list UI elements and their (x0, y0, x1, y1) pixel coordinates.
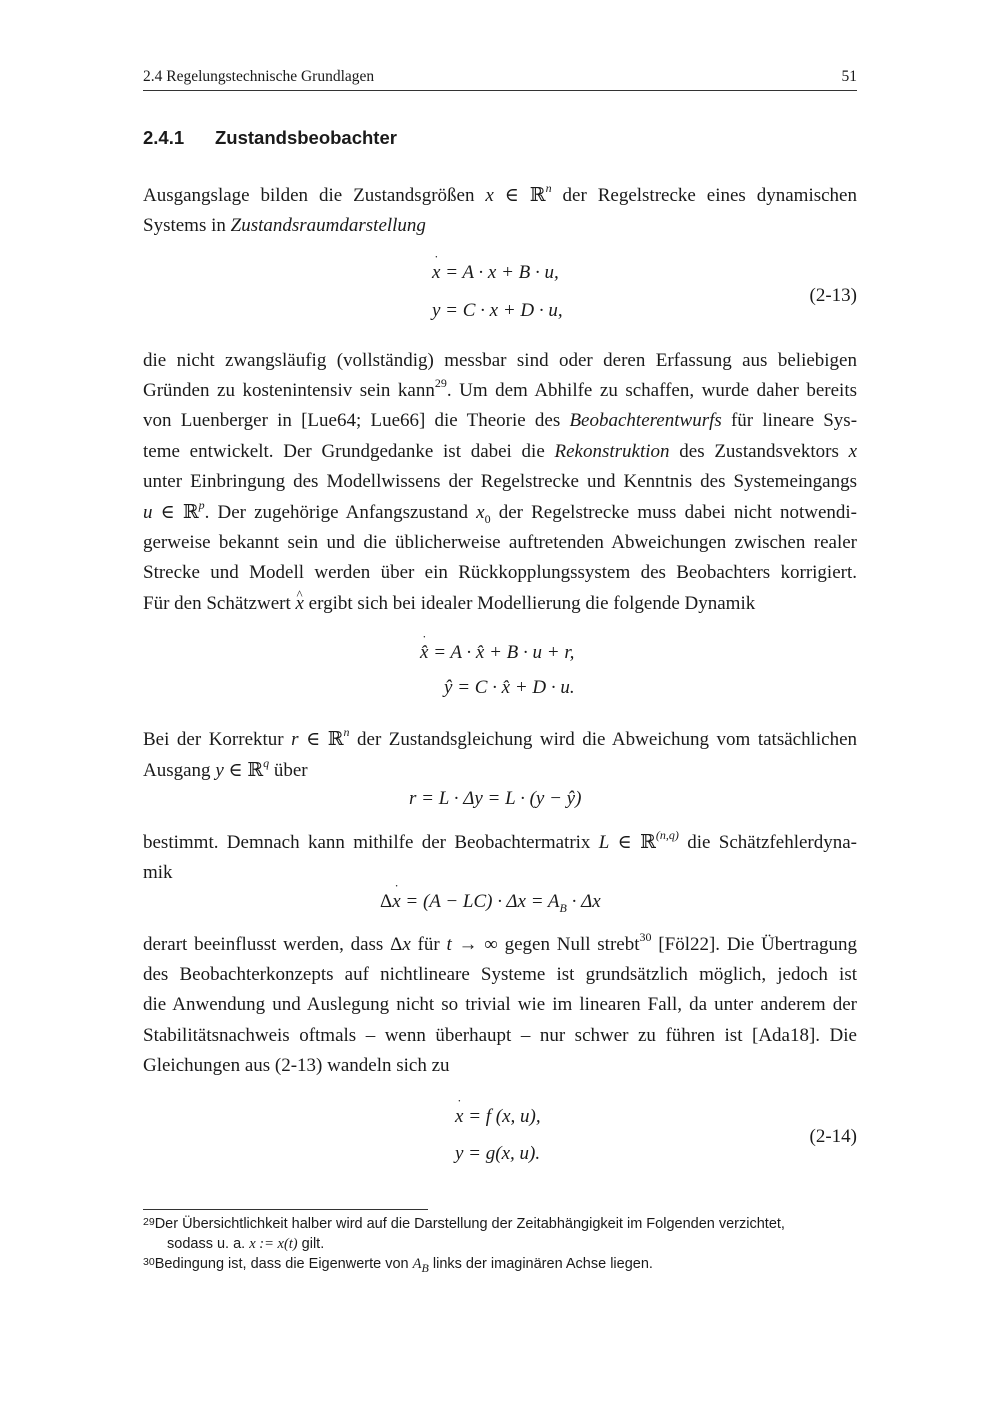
equation-2-14: x ˙ = f (x, u), y = g(x, u). (2-14) (143, 1106, 857, 1172)
section-title: Zustandsbeobachter (215, 127, 397, 148)
text-line: Gründen zu kostenintensiv sein kann$^{29}$. Um dem Abhilfe zu schaffen, wurde daher bereits (143, 375, 857, 402)
text-line: Systems in Zustandsraumdarstellung (143, 215, 426, 237)
equation-number: (2-14) (809, 1126, 857, 1147)
text-line: unter Einbringung des Modellwissens der Regelstrecke und Kenntnis des Systemeingangs (143, 470, 857, 492)
text-line: Stabilitätsnachweis oftmals – wenn überhaupt – nur schwer zu führen ist [Ada18]. Die (143, 1024, 857, 1046)
footnote-29: $^{29}$Der Übersichtlichkeit halber wird auf die Darstellung der Zeitabhängigkeit im Folgenden verzichtet, sodass u. a. x := x(t) gilt. (143, 1216, 785, 1252)
text-line: Ausgang y ∈ ℝ$^q$ über (143, 755, 308, 782)
page-number: 51 (841, 68, 857, 85)
equation-error-dynamics: Δx ˙ = $(A - LC) \cdot \Delta x = A_B \cdot \Delta x$ (143, 891, 857, 917)
text-line: Ausgangslage bilden die Zustandsgrößen x ∈ ℝ$^n$ der Regelstrecke eines dynamischen (143, 180, 857, 206)
footnote-ref[interactable]: 30 (639, 929, 652, 944)
header-section-title: 2.4 Regelungstechnische Grundlagen (143, 68, 375, 85)
paragraph-correction (143, 724, 857, 786)
text-line: die Anwendung und Auslegung nicht so trivial wie im linearen Fall, da unter anderem der (143, 994, 857, 1016)
text-line: von Luenberger in [Lue64; Lue66] die Theorie des Beobachterentwurfs für lineare Sys- (143, 410, 858, 432)
equation-2-13: x ˙ = A · x + B · u, y = C · x + D · u, (2-13) (143, 262, 857, 332)
section-number: 2.4.1 (143, 127, 185, 148)
paragraph-observer-theory (143, 346, 857, 619)
text-line: u ∈ ℝ$^p$. Der zugehörige Anfangszustand $x_0$ der Regelstrecke muss dabei nicht notwendi- (143, 497, 857, 526)
footnote-marker: 30 (143, 1256, 155, 1268)
text-line: derart beeinflusst werden, dass Δx für t → ∞ gegen Null strebt$^{30}$ [Föl22]. Die Übertragung (143, 929, 858, 955)
text-line: Strecke und Modell werden über ein Rückkopplungssystem des Beobachters korrigiert. (143, 562, 857, 584)
equation-observer-dynamics: x̂ ˙ = A · x̂ + B · u + r, ŷ = C · x̂ + D · u. (143, 642, 857, 706)
paragraph-error-dynamics (143, 827, 857, 888)
footnote-ref[interactable]: 29 (434, 375, 447, 390)
equation-correction: r = L · Δy = L · (y − ŷ) (409, 788, 582, 809)
paragraph-intro (143, 180, 857, 241)
text-line: teme entwickelt. Der Grundgedanke ist dabei die Rekonstruktion des Zustandsvektors x (143, 440, 858, 462)
emphasis-term: Zustandsraumdarstellung (230, 215, 426, 237)
equation-number: (2-13) (809, 285, 857, 306)
footnote-rule (143, 1209, 428, 1210)
footnote-30: $^{30}$Bedingung ist, dass die Eigenwerte von $A_B$ links der imaginären Achse liegen. (143, 1256, 653, 1275)
text-line: bestimmt. Demnach kann mithilfe der Beobachtermatrix L ∈ ℝ$^{(n,q)}$ die Schätzfehlerdyna- (143, 827, 857, 853)
text-line: Für den Schätzwert x ^ ergibt sich bei idealer Modellierung die folgende Dynamik (143, 589, 857, 619)
footnote-marker: 29 (143, 1216, 155, 1228)
paragraph-nonlinear (143, 930, 857, 1081)
text-line: mik (143, 862, 173, 884)
text-line: Gleichungen aus (2-13) wandeln sich zu (143, 1054, 450, 1076)
text-line: Bei der Korrektur r ∈ ℝ$^n$ der Zustandsgleichung wird die Abweichung vom tatsächlichen (143, 724, 858, 750)
text-line: des Beobachterkonzepts auf nichtlineare Systeme ist grundsätzlich möglich, jedoch ist (143, 964, 857, 986)
section-heading (143, 127, 397, 149)
running-header (143, 68, 857, 91)
text-line: die nicht zwangsläufig (vollständig) messbar sind oder deren Erfassung aus beliebigen (143, 350, 857, 371)
text-line: gerweise bekannt sein und die üblicherweise auftretenden Abweichungen zwischen realer (143, 532, 857, 554)
